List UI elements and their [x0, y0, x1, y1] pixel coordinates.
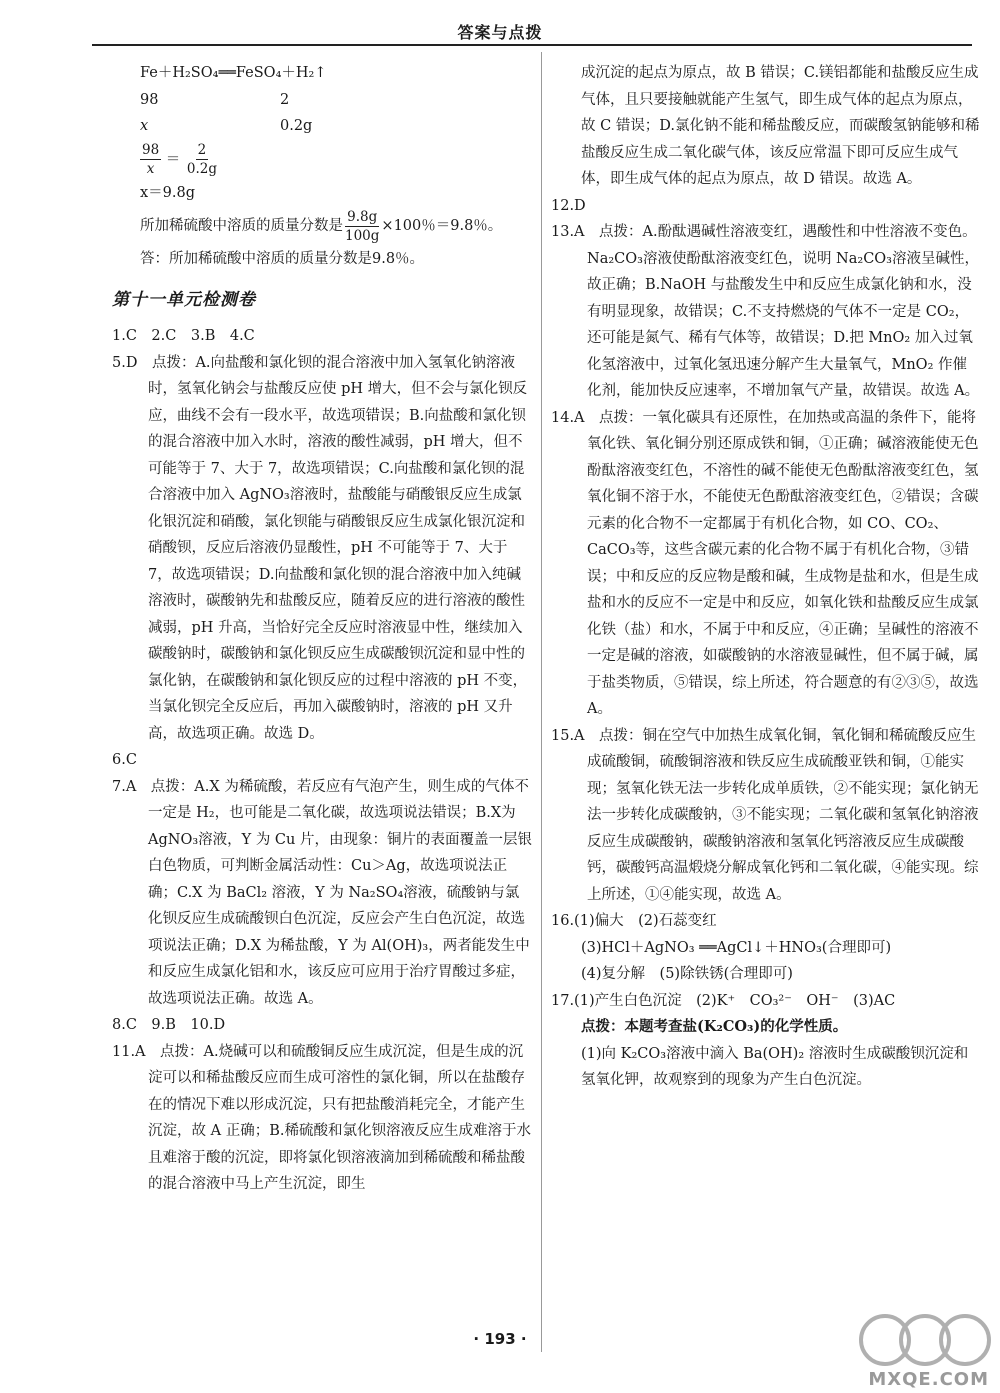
calc-value: 98	[140, 91, 159, 108]
header-rule	[92, 44, 972, 46]
answer-q16-part3: (4)复分解 (5)除铁锈(合理即可)	[581, 966, 793, 982]
mass-fraction-line: 所加稀硫酸中溶质的质量分数是 $\frac{9.8g}{100g}$ ×100％＝9.8％。	[140, 208, 503, 244]
left-column	[112, 60, 532, 1198]
answer-q17-hint: 点拨：本题考查盐(K₂CO₃)的化学性质。	[581, 1018, 848, 1035]
answer-q16-part2: (3)HCl＋AgNO₃ ══AgCl↓＋HNO₃(合理即可)	[581, 939, 892, 956]
fraction: $\frac{2}{0.2g}$	[186, 142, 218, 177]
watermark-text: MXQE.COM	[868, 1369, 989, 1390]
page-number: · 193 ·	[473, 1330, 527, 1348]
answer-q1-4: 1.C 2.C 3.B 4.C	[112, 328, 255, 344]
page-header-title: 答案与点拨	[457, 23, 543, 42]
answer-q14: 14.A 点拨：一氧化碳具有还原性，在加热或高温的条件下，能将氧化铁、氧化铜分别还原成铁和铜，①正确；碱溶液能使无色酚酞溶液变红色，不溶性的碱不能使无色酚酞溶液变红色，氢氧化铜不溶于水，不能使无色酚酞溶液变红色，②错误；含碳元素的化合物不一定都属于有机化合物，如 CO、CO₂、CaCO₃等，这些含碳元素的化合物不属于有机化合物，③错误；中和反应的反应物是酸和碱，生成物是盐和水，但是生成盐和水的反应不一定是中和反应，如氧化铁和盐酸反应生成氯化铁（盐）和水，不属于中和反应，④正确；呈碱性的溶液不一定是碱的溶液，如碳酸钠的水溶液显碱性，但不属于碱，属于盐类物质，⑤错误，综上所述，符合题意的有②③⑤，故选 A。	[551, 409, 979, 717]
calc-value: 2	[280, 91, 290, 108]
calc-row-2	[112, 113, 532, 140]
answer-q17-explanation: (1)向 K₂CO₃溶液中滴入 Ba(OH)₂ 溶液时生成碳酸钡沉淀和氢氧化钾，故观察到的现象为产生白色沉淀。	[581, 1045, 969, 1088]
column-divider	[541, 52, 542, 1352]
right-column	[551, 60, 981, 1094]
watermark-logo	[855, 1310, 995, 1390]
answer-q11: 11.A 点拨：A.烧碱可以和硫酸铜反应生成沉淀，但是生成的沉淀可以和稀盐酸反应而生成可溶性的氯化铜，所以在盐酸存在的情况下难以形成沉淀，只有把盐酸消耗完全，才能产生沉淀，故 A 正确；B.稀硫酸和氯化钡溶液反应生成难溶于水且难溶于酸的沉淀，即将氯化钡溶液滴加到稀硫酸和稀盐酸的混合溶液中马上产生沉淀，即生	[112, 1043, 531, 1192]
fraction: $\frac{9.8g}{100g}$	[345, 208, 380, 244]
calc-value: x	[140, 118, 149, 134]
answer-q7: 7.A 点拨：A.X 为稀硫酸，若反应有气泡产生，则生成的气体不一定是 H₂，也可能是二氧化碳，故选项说法错误；B.X为 AgNO₃溶液，Y 为 Cu 片，由现象：铜片的表面覆盖一层银白色物质，可判断金属活动性：Cu＞Ag，故选项说法正确；C.X 为 BaCl₂ 溶液，Y 为 Na₂SO₄溶液，硫酸钠与氯化钡反应生成硫酸钡白色沉淀，反应会产生白色沉淀，故选项说法正确；D.X 为稀盐酸，Y 为 Al(OH)₃，两者能发生中和反应生成氯化铝和水，该反应可应用于治疗胃酸过多症，故选项说法正确。故选 A。	[112, 778, 532, 1007]
answer-q12: 12.D	[551, 197, 586, 214]
section-heading: 第十一单元检测卷	[112, 289, 256, 310]
fraction: $\frac{98}{x}$	[142, 142, 160, 177]
answer-q8-10: 8.C 9.B 10.D	[112, 1017, 226, 1033]
answer-q15: 15.A 点拨：铜在空气中加热生成氧化铜，氧化铜和稀硫酸反应生成硫酸铜，硫酸铜溶液和铁反应生成硫酸亚铁和铜，①能实现；氢氧化铁无法一步转化成单质铁，②不能实现；氯化钠无法一步转化成碳酸钠，③不能实现；二氧化碳和氢氧化钠溶液反应生成碳酸钠，碳酸钠溶液和氢氧化钙溶液反应生成碳酸钙，碳酸钙高温煅烧分解成氧化钙和二氧化碳，④能实现。综上所述，①④能实现，故选 A。	[551, 727, 979, 903]
calc-value: 0.2g	[280, 118, 313, 134]
chemical-equation: Fe＋H₂SO₄══FeSO₄＋H₂↑	[140, 65, 327, 81]
watermark-logo-icon	[855, 1310, 995, 1370]
ratio-equation: $\frac{98}{x}$ ＝ $\frac{2}{0.2g}$	[142, 142, 218, 177]
answer-q17-part1: 17.(1)产生白色沉淀 (2)K⁺ CO₃²⁻ OH⁻ (3)AC	[551, 992, 896, 1009]
answer-q16-part1: 16.(1)偏大 (2)石蕊变红	[551, 913, 717, 929]
answer-q13: 13.A 点拨：A.酚酞遇碱性溶液变红，遇酸性和中性溶液不变色。Na₂CO₃溶液使酚酞溶液变红色，说明 Na₂CO₃溶液呈碱性，故正确；B.NaOH 与盐酸发生中和反应生成氯化钠和水，没有明显现象，故错误；C.不支持燃烧的气体不一定是 CO₂，还可能是氮气、稀有气体等，故错误；D.把 MnO₂ 加入过氧化氢溶液中，过氧化氢迅速分解产生大量氧气，MnO₂ 作催化剂，能加快反应速率，不增加氧气产量，故错误。故选 A。	[551, 224, 980, 399]
answer-q5: 5.D 点拨：A.向盐酸和氯化钡的混合溶液中加入氢氧化钠溶液时，氢氧化钠会与盐酸反应使 pH 增大，但不会与氯化钡反应，曲线不会有一段水平，故选项错误；B.向盐酸和氯化钡的混合溶液中加入水时，溶液的酸性减弱，pH 增大，但不可能等于 7、大于 7，故选项错误；C.向盐酸和氯化钡的混合溶液中加入 AgNO₃溶液时，盐酸能与硝酸银反应生成氯化银沉淀和硝酸，氯化钡能与硝酸银反应生成氯化银沉淀和硝酸钡，反应后溶液仍显酸性，pH 不可能等于 7、大于 7，故选项错误；D.向盐酸和氯化钡的混合溶液中加入纯碱溶液时，碳酸钠先和盐酸反应，随着反应的进行溶液的酸性减弱，pH 升高，当恰好完全反应时溶液显中性，继续加入碳酸钠时，碳酸钠和氯化钡反应生成碳酸钡沉淀和显中性的氯化钠，在碳酸钠和氯化钡反应的过程中溶液的 pH 不变，当氯化钡完全反应后，再加入碳酸钠时，溶液的 pH 又升高，故选项正确。故选 D。	[112, 354, 528, 742]
x-value: x＝9.8g	[140, 184, 196, 201]
calc-row-1	[112, 87, 532, 114]
answer-line: 答：所加稀硫酸中溶质的质量分数是9.8％。	[140, 251, 425, 267]
answer-q11-continued: 成沉淀的起点为原点，故 B 错误；C.镁铝都能和盐酸反应生成气体，且只要接触就能产生氢气，即生成气体的起点为原点，故 C 错误；D.氯化钠不能和稀盐酸反应，而碳酸氢钠能够和稀盐酸反应生成二氧化碳气体，该反应常温下即可反应生成气体，即生成气体的起点为原点，故 D 错误。故选 A。	[581, 65, 980, 187]
answer-q6: 6.C	[112, 752, 137, 768]
